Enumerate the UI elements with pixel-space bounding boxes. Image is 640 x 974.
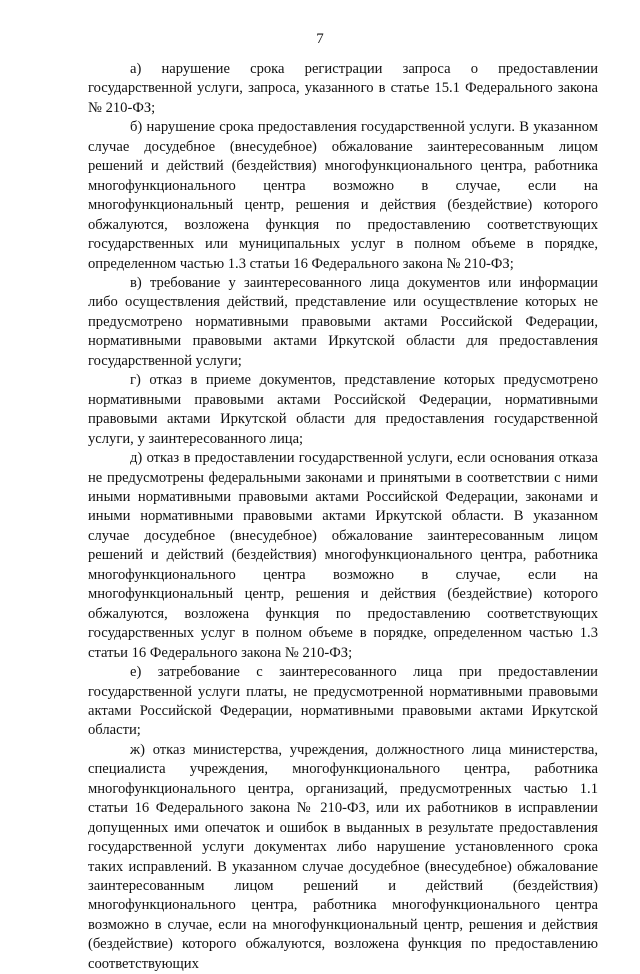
page-number: 7 bbox=[316, 31, 324, 47]
paragraph-v: в) требование у заинтересованного лица документов или информации либо осуществления действий, представление или осуществление которых не предусмотрено нормативными правовыми актами Российской Федерации, нормативными правовыми актами Иркутской области для предоставления государственной услуги; bbox=[88, 274, 598, 369]
paragraph-b: б) нарушение срока предоставления государственной услуги. В указанном случае досудебное (внесудебное) обжалование заинтересованным лицом решений и действий (бездействия) многофункционального центра, работника многофункционального центра возможно в случае, если на многофункциональный центр, решения и действия (бездействие) которого обжалуются, возложена функция по предоставлению соответствующих государственных или муниципальных услуг в полном объеме в порядке, определенном частью 1.3 статьи 16 Федерального закона № 210-ФЗ; bbox=[88, 119, 598, 272]
paragraph-e: е) затребование с заинтересованного лица при предоставлении государственной услуги платы, не предусмотренной нормативными правовыми актами Российской Федерации, нормативными правовыми актами Иркутской области; bbox=[88, 664, 598, 739]
paragraph-d: д) отказ в предоставлении государственной услуги, если основания отказа не предусмотрены федеральными законами и принятыми в соответствии с ними иными нормативными правовыми актами Российской Федерации, законами и иными нормативными правовыми актами Иркутской области. В указанном случае досудебное (внесудебное) обжалование заинтересованным лицом решений и действий (бездействия) многофункционального центра, работника многофункционального центра возможно в случае, если на многофункциональный центр, решения и действия (бездействие) которого обжалуются, возложена функция по предоставлению соответствующих государственных услуг в полном объеме в порядке, определенном частью 1.3 статьи 16 Федерального закона № 210-ФЗ; bbox=[88, 450, 598, 661]
paragraph-zh: ж) отказ министерства, учреждения, должностного лица министерства, специалиста учреждения, многофункционального центра, работника многофункционального центра, организаций, предусмотренных частью 1.1 статьи 16 Федерального закона № 210-ФЗ, или их работников в исправлении допущенных ими опечаток и ошибок в выданных в результате предоставления государственной услуги документах либо нарушение установленного срока таких исправлений. В указанном случае досудебное (внесудебное) обжалование заинтересованным лицом решений и действий (бездействия) многофункционального центра, работника многофункционального центра возможно в случае, если на многофункциональный центр, решения и действия (бездействие) которого обжалуются, возложена функция по предоставлению соответствующих bbox=[88, 741, 598, 972]
paragraph-a: а) нарушение срока регистрации запроса о предоставлении государственной услуги, запроса, указанного в статье 15.1 Федерального закона № 210-ФЗ; bbox=[88, 61, 598, 116]
paragraph-g: г) отказ в приеме документов, представление которых предусмотрено нормативными правовыми актами Российской Федерации, нормативными правовыми актами Иркутской области для предоставления государственной услуги, у заинтересованного лица; bbox=[88, 372, 598, 447]
document-body bbox=[88, 60, 598, 974]
